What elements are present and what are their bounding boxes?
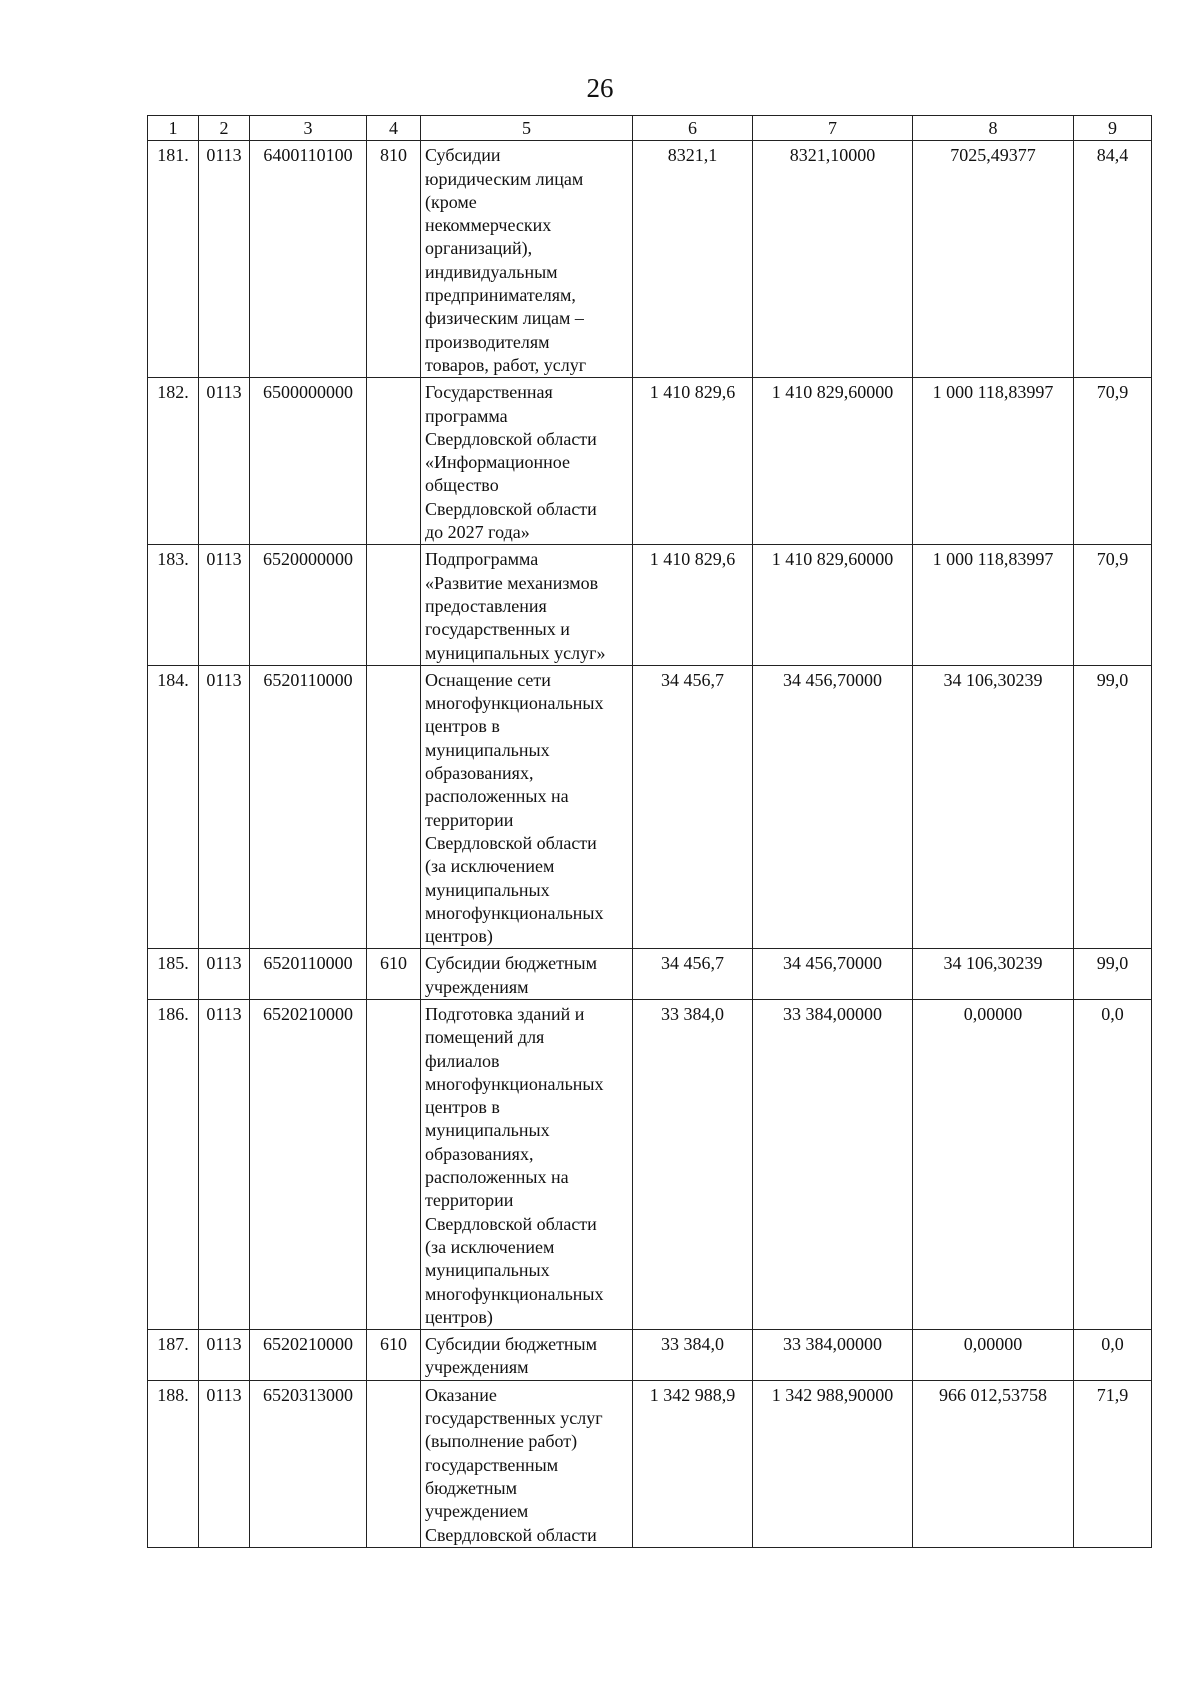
row-number-cell: 181. [148,141,199,378]
execution-percent-cell: 0,0 [1074,1330,1152,1381]
section-code-cell: 0113 [199,665,250,949]
target-code-cell: 6520110000 [250,949,367,1000]
executed-amount-cell: 1 000 118,83997 [913,378,1074,545]
row-number-cell: 182. [148,378,199,545]
table-row [148,378,1152,545]
budget-list-amount-cell: 34 456,70000 [753,665,913,949]
row-number-cell: 185. [148,949,199,1000]
approved-amount-cell: 1 410 829,6 [633,545,753,665]
table-row [148,949,1152,1000]
approved-amount-cell: 33 384,0 [633,1330,753,1381]
target-code-cell: 6520313000 [250,1380,367,1547]
row-number-cell: 183. [148,545,199,665]
row-number-cell: 186. [148,999,199,1329]
section-code-cell: 0113 [199,1380,250,1547]
section-code-cell: 0113 [199,378,250,545]
execution-percent-cell: 71,9 [1074,1380,1152,1547]
expense-type-cell [367,1380,421,1547]
row-number-cell: 184. [148,665,199,949]
executed-amount-cell: 966 012,53758 [913,1380,1074,1547]
execution-percent-cell: 84,4 [1074,141,1152,378]
executed-amount-cell: 0,00000 [913,1330,1074,1381]
section-code-cell: 0113 [199,1330,250,1381]
expense-type-cell [367,378,421,545]
budget-list-amount-cell: 1 410 829,60000 [753,545,913,665]
column-header: 3 [250,116,367,141]
expense-type-cell [367,665,421,949]
execution-percent-cell: 99,0 [1074,949,1152,1000]
approved-amount-cell: 1 342 988,9 [633,1380,753,1547]
description-cell: Субсидии бюджетным учреждениям [421,949,633,1000]
budget-list-amount-cell: 33 384,00000 [753,999,913,1329]
table-row [148,999,1152,1329]
column-header: 1 [148,116,199,141]
approved-amount-cell: 1 410 829,6 [633,378,753,545]
table-body [148,141,1152,1548]
budget-list-amount-cell: 8321,10000 [753,141,913,378]
header-row [148,116,1152,141]
section-code-cell: 0113 [199,949,250,1000]
executed-amount-cell: 34 106,30239 [913,949,1074,1000]
column-header: 4 [367,116,421,141]
description-cell: Оснащение сети многофункциональных центров в муниципальных образованиях, расположенных на территории Свердловской области (за исключением муниципальных многофункциональных центров) [421,665,633,949]
column-header: 9 [1074,116,1152,141]
executed-amount-cell: 34 106,30239 [913,665,1074,949]
description-cell: Оказание государственных услуг (выполнение работ) государственным бюджетным учреждением Свердловской области [421,1380,633,1547]
column-header: 6 [633,116,753,141]
table-row [148,1330,1152,1381]
page-number: 26 [586,73,614,103]
description-cell: Государственная программа Свердловской области «Информационное общество Свердловской области до 2027 года» [421,378,633,545]
executed-amount-cell: 0,00000 [913,999,1074,1329]
budget-list-amount-cell: 34 456,70000 [753,949,913,1000]
column-header: 2 [199,116,250,141]
section-code-cell: 0113 [199,141,250,378]
column-header: 8 [913,116,1074,141]
target-code-cell: 6520210000 [250,1330,367,1381]
description-cell: Подготовка зданий и помещений для филиалов многофункциональных центров в муниципальных образованиях, расположенных на территории Свердловской области (за исключением муниципальных многофункциональных центров) [421,999,633,1329]
approved-amount-cell: 34 456,7 [633,665,753,949]
expense-type-cell [367,545,421,665]
row-number-cell: 187. [148,1330,199,1381]
table-row [148,141,1152,378]
table-row [148,545,1152,665]
budget-table [147,115,1152,1548]
target-code-cell: 6520210000 [250,999,367,1329]
expense-type-cell: 610 [367,949,421,1000]
execution-percent-cell: 70,9 [1074,545,1152,665]
execution-percent-cell: 70,9 [1074,378,1152,545]
approved-amount-cell: 8321,1 [633,141,753,378]
executed-amount-cell: 7025,49377 [913,141,1074,378]
description-cell: Субсидии бюджетным учреждениям [421,1330,633,1381]
table-row [148,1380,1152,1547]
row-number-cell: 188. [148,1380,199,1547]
expense-type-cell: 810 [367,141,421,378]
section-code-cell: 0113 [199,999,250,1329]
target-code-cell: 6520110000 [250,665,367,949]
table-row [148,665,1152,949]
target-code-cell: 6500000000 [250,378,367,545]
expense-type-cell: 610 [367,1330,421,1381]
execution-percent-cell: 99,0 [1074,665,1152,949]
description-cell: Субсидии юридическим лицам (кроме некоммерческих организаций), индивидуальным предпринимателям, физическим лицам – производителям товаров, работ, услуг [421,141,633,378]
executed-amount-cell: 1 000 118,83997 [913,545,1074,665]
approved-amount-cell: 33 384,0 [633,999,753,1329]
execution-percent-cell: 0,0 [1074,999,1152,1329]
column-header: 7 [753,116,913,141]
target-code-cell: 6520000000 [250,545,367,665]
column-header: 5 [421,116,633,141]
target-code-cell: 6400110100 [250,141,367,378]
approved-amount-cell: 34 456,7 [633,949,753,1000]
budget-list-amount-cell: 1 410 829,60000 [753,378,913,545]
budget-list-amount-cell: 33 384,00000 [753,1330,913,1381]
section-code-cell: 0113 [199,545,250,665]
expense-type-cell [367,999,421,1329]
budget-list-amount-cell: 1 342 988,90000 [753,1380,913,1547]
description-cell: Подпрограмма «Развитие механизмов предоставления государственных и муниципальных услуг» [421,545,633,665]
